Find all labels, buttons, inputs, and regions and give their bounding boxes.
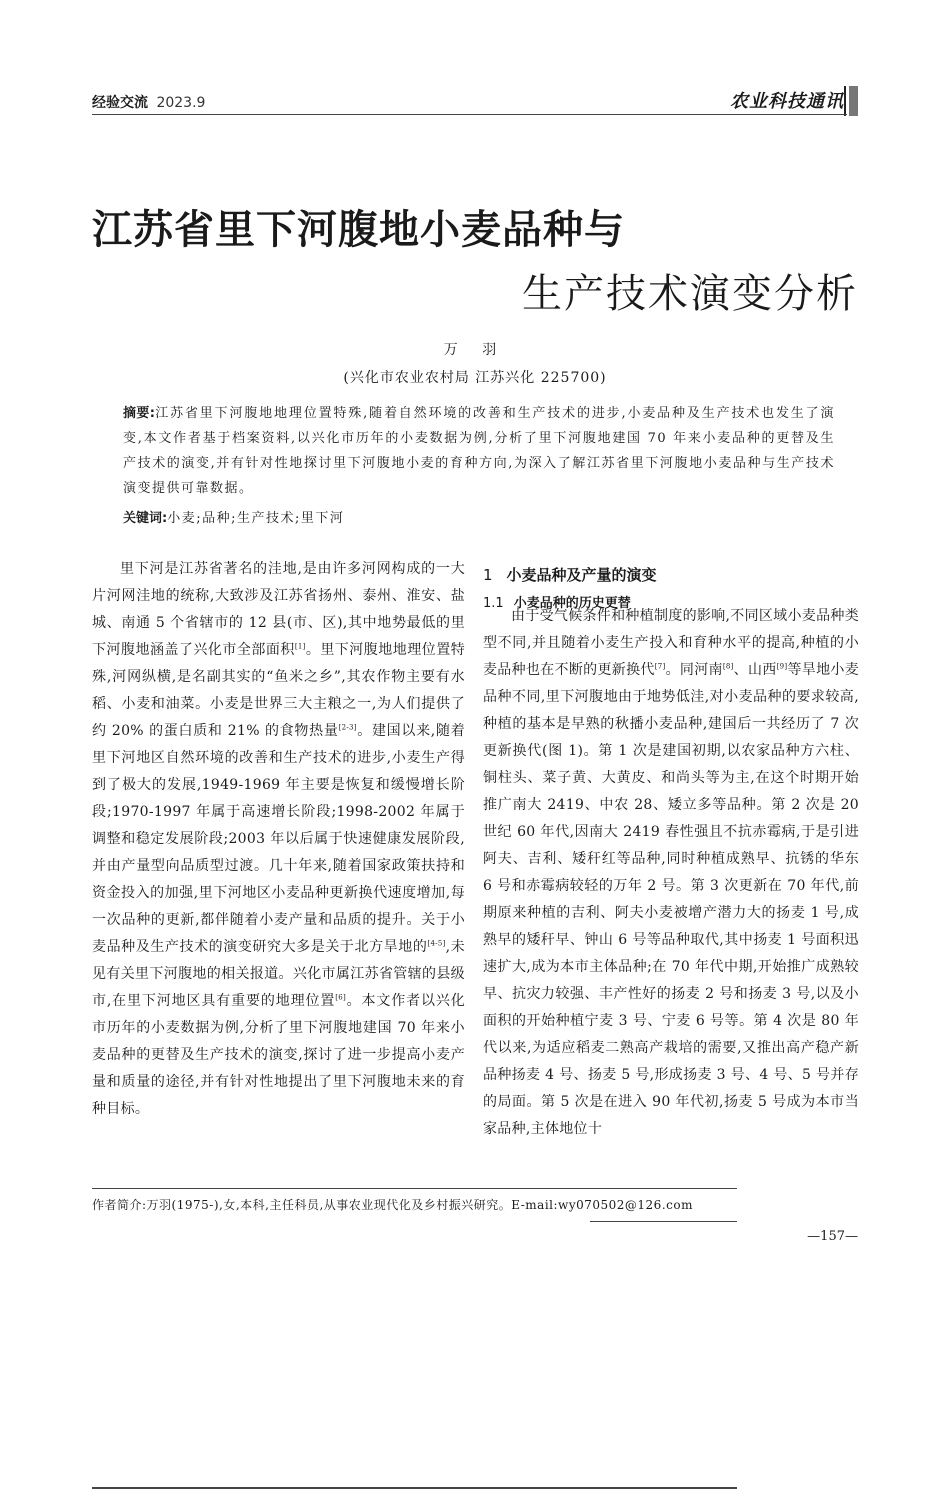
affiliation: (兴化市农业农村局 江苏兴化 225700) [343,370,607,386]
intro-paragraph [92,556,465,1123]
text-run: ,未见有关里下河腹地的相关报道。兴化市属江苏省管辖的县级市,在里下河地区具有重要的地理位置 [92,939,465,1009]
body-left-column [92,556,465,1123]
text-run: 。同河南 [665,662,723,678]
subsection-title: 小麦品种的历史更替 [513,596,631,611]
section-heading-1 [483,564,657,585]
section-title: 小麦品种及产量的演变 [506,566,657,584]
text-run: 等旱地小麦品种不同,里下河腹地由于地势低洼,对小麦品种的要求较高,种植的基本是早熟的秋播小麦品种,建国后一共经历了 7 次更新换代(图 1)。第 1 次是建国初期,以农家品种方六柱、铜柱头、菜子黄、大黄皮、和尚头等为主,在这个时期开始推广南大 2419、中农 28、矮立多等品种。第 2 次是 20 世纪 60 年代,因南大 2419 春性强且不抗赤霉病,于是引进阿夫、吉利、矮秆红等品种,同时种植成熟早、抗锈的华东 6 号和赤霉病较轻的万年 2 号。第 3 次更新在 70 年代,前期原来种植的吉利、阿夫小麦被增产潜力大的扬麦 1 号,成熟早的矮秆早、钟山 6 号等品种取代,其中扬麦 1 号面积迅速扩大,成为本市主体品种;在 70 年代中期,开始推广成熟较早、抗灾力较强、丰产性好的扬麦 2 号和扬麦 3 号,以及小面积的开始种植宁麦 3 号、宁麦 6 号等。第 4 次是 80 年代以来,为适应稻麦二熟高产栽培的需要,又推出高产稳产新品种扬麦 4 号、扬麦 5 号,形成扬麦 3 号、4 号、5 号并存的局面。第 5 次是在进入 90 年代初,扬麦 5 号成为本市当家品种,主体地位十 [483,662,860,1137]
citation: [9] [776,662,788,671]
text-run: 。本文作者以兴化市历年的小麦数据为例,分析了里下河腹地建国 70 年来小麦品种的更替及生产技术的演变,探讨了进一步提高小麦产量和质量的途径,并有针对性地提出了里下河腹地未来的育种目标。 [92,993,465,1117]
footnote-bottom-rule [590,1221,737,1222]
logo-bar-decoration-2 [849,86,858,116]
issue-date: 2023.9 [156,95,206,111]
logo-bar-decoration [844,86,846,116]
journal-logo: 农业科技通讯 [730,91,844,112]
keywords-text: 小麦;品种;生产技术;里下河 [167,511,345,526]
abstract-text: 江苏省里下河腹地地理位置特殊,随着自然环境的改善和生产技术的进步,小麦品种及生产技术也发生了演变,本文作者基于档案资料,以兴化市历年的小麦数据为例,分析了里下河腹地建国 70 年来小麦品种的更替及生产技术的演变,并有针对性地探讨里下河腹地小麦的育种方向,为深入了解江苏省里下河腹地小麦品种与生产技术演变提供可靠数据。 [123,406,836,496]
page-number: —157— [807,1229,858,1244]
text-run: 里下河是江苏省著名的洼地,是由许多河网构成的一大片河网洼地的统称,大致涉及江苏省扬州、泰州、淮安、盐城、南通 5 个省辖市的 12 县(市、区),其中地势最低的里下河腹地涵盖了兴化市全部面积 [92,561,465,658]
citation: [2-3] [338,723,357,732]
title-line-2: 生产技术演变分析 [522,271,858,317]
footnote-rule-actual [92,1188,737,1189]
citation: [7] [654,662,666,671]
footnote-rule-final-visible [92,1487,737,1488]
variety-paragraph [483,603,859,1143]
keywords-label: 关键词: [123,511,168,526]
section-label: 经验交流 [92,95,148,111]
keywords [123,507,344,526]
subsection-number: 1.1 [483,596,504,611]
citation: [6] [335,993,347,1002]
title-line-1: 江苏省里下河腹地小麦品种与 [92,207,625,253]
header-divider [92,114,847,115]
text-run: 由于受气候条件和种植制度的影响,不同区域小麦品种类型不同,并且随着小麦生产投入和育种水平的提高,种植的小麦品种也在不断的更新换代 [483,608,859,678]
citation: [1] [294,642,306,651]
author: 万 羽 [443,342,507,358]
text-run: 。里下河腹地地理位置特殊,河网纵横,是名副其实的“鱼米之乡”,其农作物主要有水稻、小麦和油菜。小麦是世界三大主粮之一,为人们提供了约 20% 的蛋白质和 21% 的食物热量 [92,642,465,739]
text-run: 。建国以来,随着里下河地区自然环境的改善和生产技术的进步,小麦生产得到了极大的发展,1949-1969 年主要是恢复和缓慢增长阶段;1970-1997 年属于高速增长阶段;1998-2002 年属于调整和稳定发展阶段;2003 年以后属于快速健康发展阶段,并由产量型向品质型过渡。几十年来,随着国家政策扶持和资金投入的加强,里下河地区小麦品种更新换代速度增加,每一次品种的更新,都伴随着小麦产量和品质的提升。关于小麦品种及生产技术的演变研究大多是关于北方旱地的 [92,723,465,955]
citation: [4-5] [427,939,446,948]
abstract-label: 摘要: [123,406,155,421]
abstract [123,401,835,501]
text-run: 、山西 [733,662,777,678]
section-number: 1 [483,566,493,584]
citation: [8] [722,662,734,671]
author-footnote: 作者简介:万羽(1975-),女,本科,主任科员,从事农业现代化及乡村振兴研究。E-mail:wy070502@126.com [92,1198,693,1212]
body-right-column [483,603,859,1143]
header-section [92,92,205,112]
